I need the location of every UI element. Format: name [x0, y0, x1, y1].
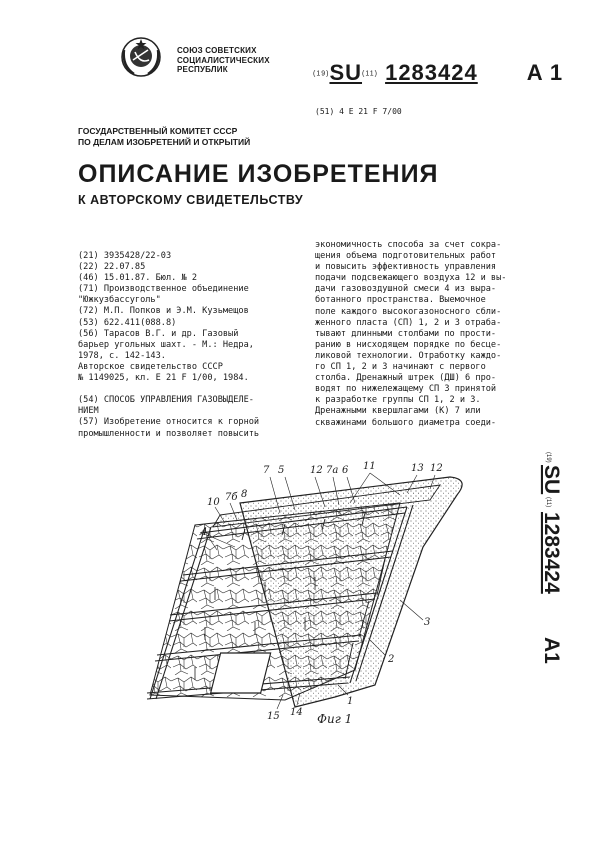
patent-number: 1283424	[385, 60, 478, 85]
country-code: SU	[329, 60, 363, 85]
abstract-line: ботанного пространства. Выемочное	[315, 295, 486, 306]
code-19: (19)	[313, 70, 330, 78]
fig-label: 7б	[225, 492, 238, 503]
biblio-line: (57) Изобретение относится к горной	[78, 417, 260, 428]
abstract-line: Дренажными квершлагами (К) 7 или	[315, 406, 481, 417]
fig-label: 7а	[326, 465, 339, 476]
biblio-line: "Южкузбассуголь"	[78, 295, 161, 306]
abstract-line: щения объема подготовительных работ	[315, 251, 497, 262]
ussr-emblem	[120, 36, 162, 78]
vertical-code-19: (19)	[545, 452, 551, 463]
fig-label: 3	[424, 617, 431, 628]
abstract-line: водят по нижележащему СП 3 принятой	[315, 384, 497, 395]
biblio-line: (53) 622.411(088.8)	[78, 317, 177, 328]
fig-label: 1	[347, 696, 354, 707]
abstract-line: экономичность способа за счет сокра-	[315, 240, 502, 250]
fig-label: 6	[342, 465, 349, 476]
vertical-country: SU	[540, 465, 563, 495]
fig-label: 8	[241, 489, 248, 500]
abstract-line: подачи подсвежающего воздуха 12 и вы-	[315, 273, 507, 284]
biblio-line: 1978, с. 142-143.	[78, 350, 166, 361]
biblio-line: (22) 22.07.85	[78, 262, 146, 273]
abstract-line: го СП 1, 2 и 3 начинают с первого	[315, 362, 486, 373]
biblio-line	[78, 384, 259, 395]
fig-label: 13	[411, 463, 424, 474]
fig-label: 12	[430, 463, 443, 474]
publication-number	[313, 60, 563, 86]
fig-label: 4	[201, 527, 208, 538]
abstract-line: ранию в нисходящем порядке по бесце-	[315, 339, 502, 350]
vertical-number: 1283424	[540, 512, 563, 594]
abstract-line: скважинами большого диаметра соеди-	[315, 417, 497, 428]
vertical-publication-number	[533, 450, 569, 685]
figure-1-mine-diagram	[145, 455, 475, 740]
ipc-class: (51) 4 Е 21 F 7/00	[315, 107, 402, 116]
abstract-line: ликовой технологии. Отработку каждо-	[315, 350, 502, 361]
biblio-line: (56) Тарасов В.Г. и др. Газовый	[78, 328, 239, 339]
abstract-line: женного пласта (СП) 1, 2 и 3 отраба-	[315, 317, 502, 328]
abstract-line: тывают длинными столбами по прости-	[315, 328, 497, 339]
abstract-line: поле каждого высокогазоносного сбли-	[315, 306, 502, 317]
fig-label: 7	[263, 465, 270, 476]
biblio-line: НИЕМ	[78, 406, 99, 417]
fig-label: 12	[310, 465, 323, 476]
ussr-line: СОЦИАЛИСТИЧЕСКИХ	[177, 55, 270, 65]
bibliographic-column	[78, 251, 259, 440]
committee-line: ГОСУДАРСТВЕННЫЙ КОМИТЕТ СССР	[78, 126, 238, 136]
committee-line: ПО ДЕЛАМ ИЗОБРЕТЕНИЙ И ОТКРЫТИЙ	[78, 137, 251, 147]
biblio-line: Авторское свидетельство СССР	[78, 361, 223, 372]
biblio-line: барьер угольных шахт. - М.: Недра,	[78, 339, 254, 350]
biblio-line: (21) 3935428/22-03	[78, 251, 172, 261]
document-subtitle: К АВТОРСКОМУ СВИДЕТЕЛЬСТВУ	[78, 193, 304, 207]
fig-label: 10	[207, 497, 220, 508]
biblio-line: № 1149025, кл. Е 21 F 1/00, 1984.	[78, 373, 249, 384]
code-11: (11)	[362, 70, 378, 78]
committee	[78, 126, 250, 148]
ussr-line: РЕСПУБЛИК	[177, 65, 228, 74]
vertical-kind: A1	[540, 637, 563, 664]
vertical-code-11: (11)	[545, 497, 551, 508]
biblio-line: (54) СПОСОБ УПРАВЛЕНИЯ ГАЗОВЫДЕЛЕ-	[78, 395, 254, 406]
document-title: ОПИСАНИЕ ИЗОБРЕТЕНИЯ	[78, 160, 439, 188]
ussr-label	[177, 46, 270, 75]
ussr-line: СОЮЗ СОВЕТСКИХ	[177, 46, 257, 55]
fig-label: 14	[290, 707, 303, 718]
figure-caption: Фиг 1	[317, 712, 353, 726]
fig-label: 15	[267, 711, 280, 722]
abstract-line: к разработке группы СП 1, 2 и 3.	[315, 395, 481, 406]
abstract-line: дачи газовоздушной смеси 4 из выра-	[315, 284, 497, 295]
biblio-line: промышленности и позволяет повысить	[78, 428, 260, 439]
biblio-line: (72) М.П. Попков и Э.М. Кузьмещов	[78, 306, 249, 317]
abstract-line: и повысить эффективность управления	[315, 262, 497, 273]
fig-label: 11	[363, 461, 376, 472]
biblio-line: (71) Производственное объединение	[78, 284, 249, 295]
kind-code: A 1	[526, 60, 564, 85]
biblio-line: (46) 15.01.87. Бюл. № 2	[78, 273, 197, 284]
abstract-column	[315, 240, 506, 429]
fig-label: 2	[388, 654, 395, 665]
abstract-line: столба. Дренажный штрек (ДШ) 6 про-	[315, 373, 497, 384]
fig-label: 5	[278, 465, 285, 476]
